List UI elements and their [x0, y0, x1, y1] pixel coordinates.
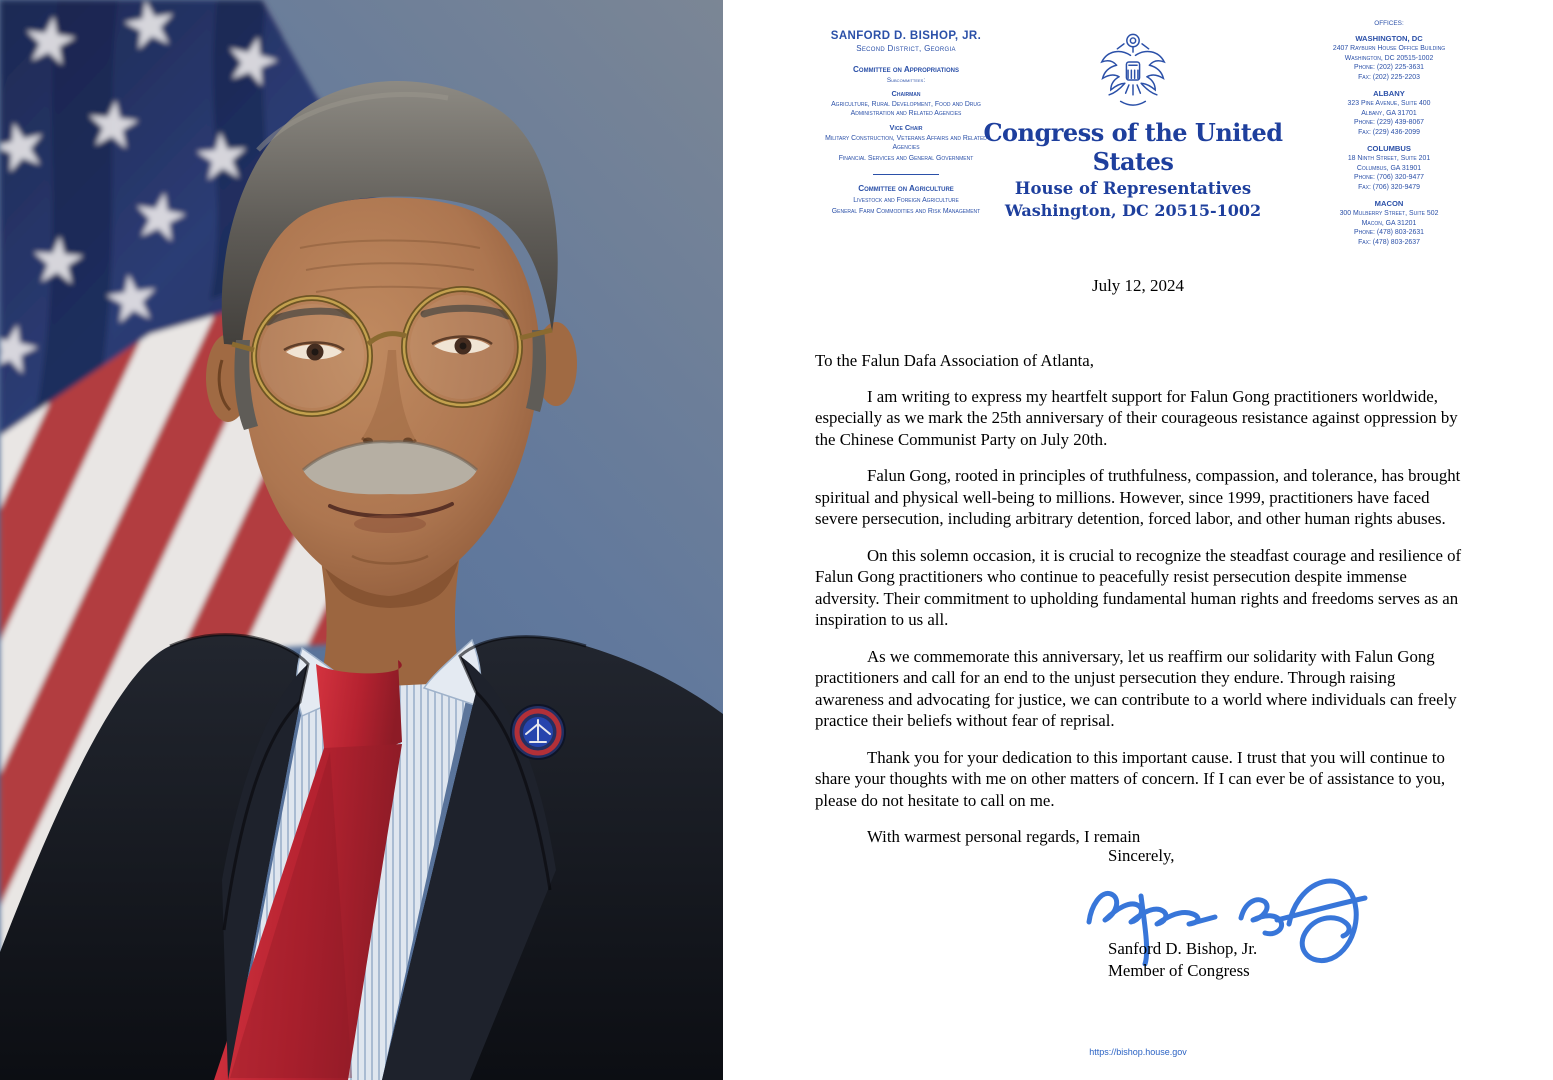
paragraph: With warmest personal regards, I remain: [867, 827, 1141, 846]
congress-title: Congress of the United States: [983, 118, 1283, 176]
office-city: COLUMBUS: [1367, 144, 1411, 154]
letter-body: [815, 350, 1463, 863]
office-line: 2407 Rayburn House Office Building: [1332, 45, 1446, 52]
paragraph: As we commemorate this anniversary, let us reaffirm our solidarity with Falun Gong practitioners and call for an end to the unjust persecution they endure. Through raising awareness and advocating for justice, we can contribute to a world where individuals can freely practice their beliefs without fear of reprisal.: [815, 646, 1457, 730]
office-line: 323 Pine Avenue, Suite 400: [1347, 100, 1431, 108]
committee-line: Subcommittees:: [886, 77, 926, 84]
letterhead-seal-block: [971, 30, 1295, 220]
committee-line: Military Construction, Veterans Affairs and Related Agencies: [825, 135, 987, 152]
office-line: Phone: (229) 439-8067: [1354, 119, 1424, 127]
portrait-illustration: [0, 0, 723, 1080]
office-line: Washington, DC 20515-1002: [1344, 54, 1434, 62]
letterhead-offices-block: [1298, 20, 1480, 247]
office-line: Fax: (202) 225-2203: [1358, 73, 1420, 81]
committee-line: General Farm Commodities and Risk Management: [831, 207, 981, 215]
footer-url: https://bishop.house.gov: [1089, 1047, 1187, 1057]
office-city: ALBANY: [1373, 89, 1405, 99]
committee-line: Committee on Agriculture: [858, 183, 954, 193]
great-seal-icon: [1096, 30, 1170, 112]
paragraph: Falun Gong, rooted in principles of truthfulness, compassion, and tolerance, has brought spiritual and physical well-being to millions. However, since 1999, practitioners have faced severe persecution, including arbitrary detention, forced labor, and other human rights abuses.: [815, 466, 1461, 528]
salutation: To the Falun Dafa Association of Atlanta,: [815, 351, 1094, 370]
letter-page: [723, 0, 1553, 1080]
member-name: SANFORD D. BISHOP, JR.: [830, 30, 982, 42]
office-line: Phone: (202) 225-3631: [1354, 64, 1424, 72]
signer-name: Sanford D. Bishop, Jr.: [1108, 939, 1258, 958]
office-line: Columbus, GA 31901: [1356, 164, 1422, 172]
committee-line: Agriculture, Rural Development, Food and Drug Administration and Related Agencies: [831, 101, 981, 118]
office-line: Albany, GA 31701: [1361, 109, 1417, 117]
office-line: 300 Mulberry Street, Suite 502: [1339, 210, 1439, 218]
closing: Sincerely,: [1108, 846, 1175, 865]
portrait-photo: [0, 0, 723, 1080]
office-city: WASHINGTON, DC: [1355, 34, 1423, 43]
house-subtitle: House of Representatives: [1014, 179, 1252, 198]
office-line: 18 Ninth Street, Suite 201: [1347, 155, 1431, 163]
committee-line: Vice Chair: [889, 123, 923, 133]
paragraph: I am writing to express my heartfelt support for Falun Gong practitioners worldwide, especially as we mark the 25th anniversary of their courageous resistance against oppression by the Chinese Communist Party on July 20th.: [815, 386, 1458, 449]
office-line: Fax: (229) 436-2099: [1358, 128, 1420, 136]
office-city: MACON: [1374, 199, 1404, 209]
member-district: Second District, Georgia: [856, 44, 956, 53]
signer-block: [1108, 938, 1257, 982]
offices-label: OFFICES:: [1374, 20, 1404, 27]
office-line: Phone: (706) 320-9477: [1354, 174, 1424, 182]
committee-line: Livestock and Foreign Agriculture: [853, 196, 959, 204]
office-line: Fax: (706) 320-9479: [1358, 183, 1420, 191]
washington-subtitle: Washington, DC 20515-1002: [1004, 201, 1262, 220]
letter-date: July 12, 2024: [1091, 276, 1185, 295]
congressional-pin: [511, 705, 565, 759]
committee-line: Financial Services and General Government: [838, 155, 974, 163]
office-line: Macon, GA 31201: [1361, 219, 1417, 227]
letterhead-divider: [873, 174, 939, 175]
office-line: Phone: (478) 803-2631: [1354, 229, 1424, 237]
committee-line: Chairman: [891, 89, 921, 98]
signer-title: Member of Congress: [1108, 961, 1250, 980]
paragraph: Thank you for your dedication to this important cause. I trust that you will continue to share your thoughts with me on other matters of concern. If I can ever be of assistance to you, please do not hesitate to call on me.: [815, 747, 1446, 810]
office-line: Fax: (478) 803-2637: [1358, 238, 1420, 246]
committee-line: Committee on Appropriations: [853, 65, 959, 74]
paragraph: On this solemn occasion, it is crucial to recognize the steadfast courage and resilience of Falun Gong practitioners who continue to peacefully resist persecution despite immense adversity. Their commitment to upholding fundamental human rights and freedoms serves as an inspiration to us all.: [815, 545, 1462, 629]
